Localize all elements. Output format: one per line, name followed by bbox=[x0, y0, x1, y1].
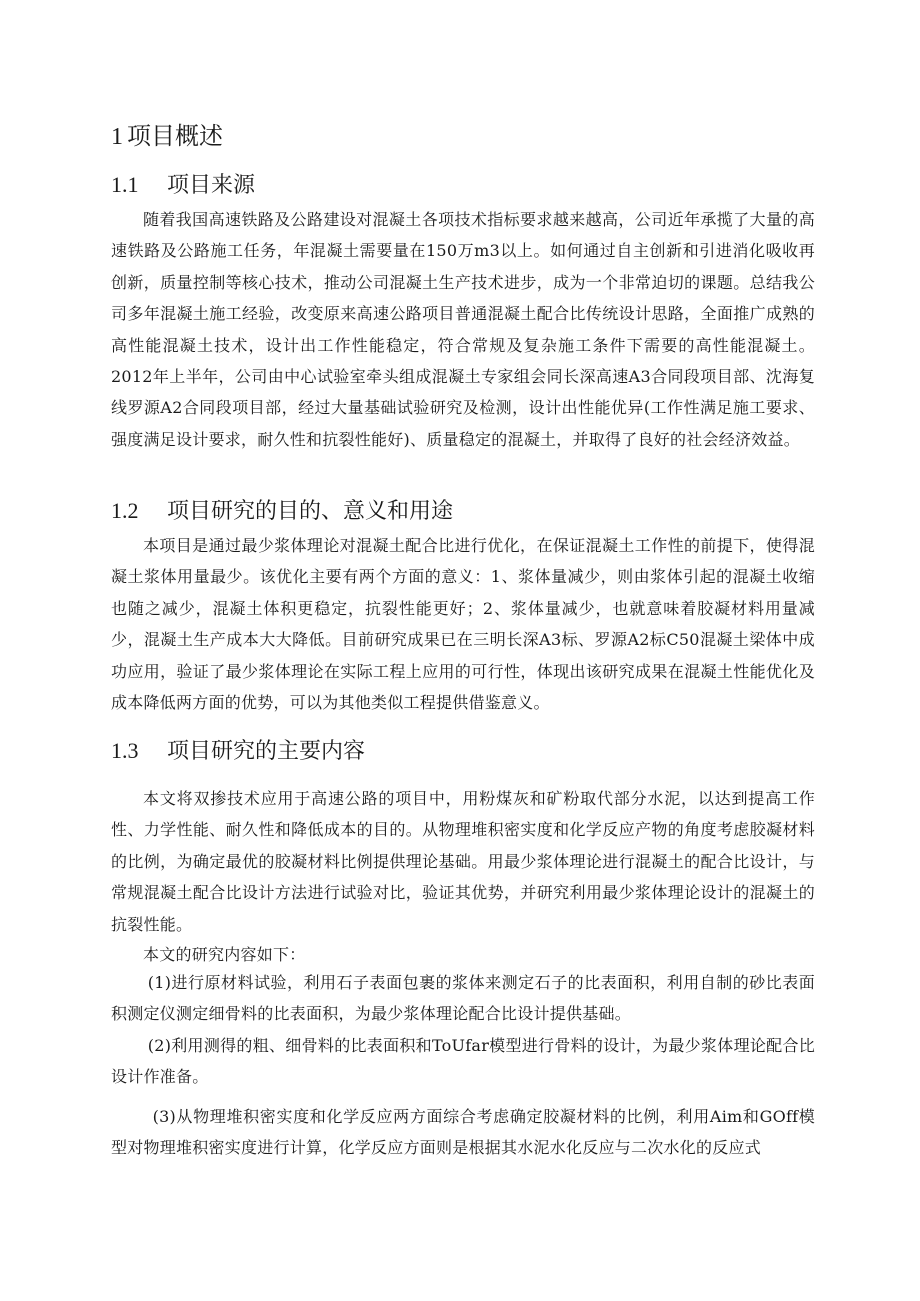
chapter-title: 项目概述 bbox=[127, 122, 223, 150]
paragraph: 随着我国高速铁路及公路建设对混凝土各项技术指标要求越来越高，公司近年承揽了大量的高速铁路及公路施工任务，年混凝土需要量在150万m3以上。如何通过自主创新和引进消化吸收再创新，质量控制等核心技术，推动公司混凝土生产技术进步，成为一个非常迫切的课题。总结我公司多年混凝土施工经验，改变原来高速公路项目普通混凝土配合比传统设计思路，全面推广成熟的高性能混凝土技术，设计出工作性能稳定，符合常规及复杂施工条件下需要的高性能混凝土。2012年上半年，公司由中心试验室牵头组成混凝土专家组会同长深高速A3合同段项目部、沈海复线罗源A2合同段项目部，经过大量基础试验研究及检测，设计出性能优异(工作性满足施工要求、强度满足设计要求，耐久性和抗裂性能好)、质量稳定的混凝土，并取得了良好的社会经济效益。 bbox=[111, 210, 815, 449]
chapter-number: 1 bbox=[111, 124, 123, 150]
chapter-heading bbox=[111, 120, 223, 153]
list-item: (2)利用测得的粗、细骨料的比表面积和ToUfar模型进行骨料的设计，为最少浆体理论配合比设计作准备。 bbox=[111, 1036, 815, 1087]
section-number: 1.1 bbox=[111, 172, 139, 197]
section-title: 项目来源 bbox=[167, 173, 256, 198]
paragraph: 本项目是通过最少浆体理论对混凝土配合比进行优化，在保证混凝土工作性的前提下，使得混凝土浆体用量最少。该优化主要有两个方面的意义：1、浆体量减少，则由浆体引起的混凝土收缩也随之减少，混凝土体积更稳定，抗裂性能更好；2、浆体量减少，也就意味着胶凝材料用量减少，混凝土生产成本大大降低。目前研究成果已在三明长深A3标、罗源A2标C50混凝土梁体中成功应用，验证了最少浆体理论在实际工程上应用的可行性，体现出该研究成果在混凝土性能优化及成本降低两方面的优势，可以为其他类似工程提供借鉴意义。 bbox=[111, 536, 815, 713]
section-number: 1.3 bbox=[111, 738, 139, 763]
section-number: 1.2 bbox=[111, 498, 139, 523]
section-heading-1-1 bbox=[111, 170, 255, 201]
paragraph: 本文的研究内容如下： bbox=[143, 945, 306, 964]
section-heading-1-3 bbox=[111, 736, 365, 767]
section-heading-1-2 bbox=[111, 496, 453, 527]
section-title: 项目研究的主要内容 bbox=[167, 739, 366, 764]
list-item: (1)进行原材料试验，利用石子表面包裹的浆体来测定石子的比表面积，利用自制的砂比表面积测定仪测定细骨料的比表面积，为最少浆体理论配合比设计提供基础。 bbox=[111, 973, 815, 1024]
paragraph: 本文将双掺技术应用于高速公路的项目中，用粉煤灰和矿粉取代部分水泥，以达到提高工作性、力学性能、耐久性和降低成本的目的。从物理堆积密实度和化学反应产物的角度考虑胶凝材料的比例，为确定最优的胶凝材料比例提供理论基础。用最少浆体理论进行混凝土的配合比设计，与常规混凝土配合比设计方法进行试验对比，验证其优势，并研究利用最少浆体理论设计的混凝土的抗裂性能。 bbox=[111, 789, 815, 934]
section-title: 项目研究的目的、意义和用途 bbox=[167, 499, 454, 524]
list-item: (3)从物理堆积密实度和化学反应两方面综合考虑确定胶凝材料的比例，利用Aim和GOff模型对物理堆积密实度进行计算，化学反应方面则是根据其水泥水化反应与二次水化的反应式 bbox=[111, 1107, 815, 1158]
